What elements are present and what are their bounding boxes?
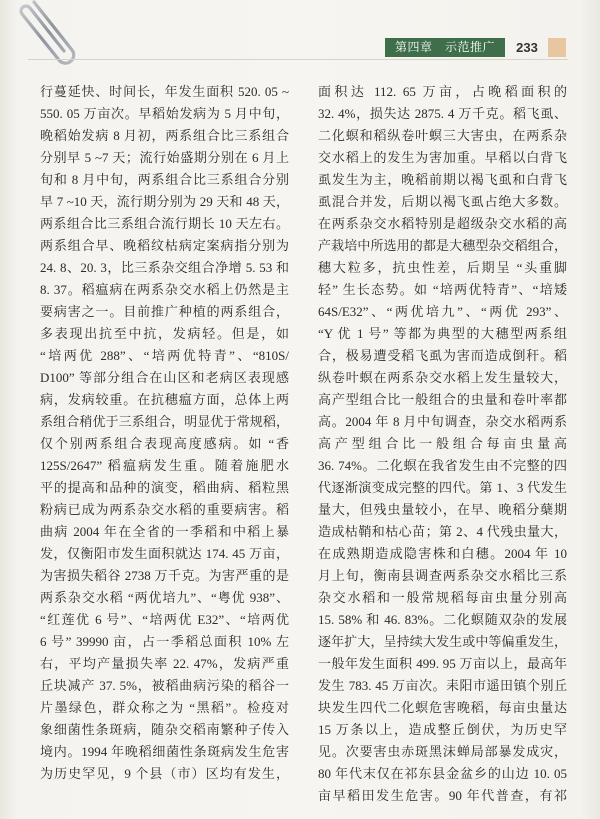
text-line: 系组合稍优于三系组合，明显优于常规稻， [40,414,289,429]
text-line: 右，平均产量损失率 22. 47%，发病严重 [40,656,289,671]
text-line: 二化螟和稻纵卷叶螟三大害虫，在两系杂 [318,128,567,143]
text-line: 旬和 8 月中旬，两系组合比三系组合分别 [40,172,289,187]
text-line: 穗大粒多，抗虫性差，后期呈 “头重脚 [318,260,567,275]
text-line: 在成熟期造成隐害株和白穗。2004 年 10 [318,546,567,561]
text-line: 550. 05 万亩次。早稻始发病为 5 月中旬， [40,106,289,121]
text-line: 块发生四代二化螟危害晚稻，每亩虫量达 [318,700,567,715]
text-line: 境内。1994 年晚稻细菌性条斑病发生危害 [40,744,289,759]
text-line: “培两优 288”、“培两优特青”、“810S/ [40,348,289,363]
text-line: 轻” 生长态势。如 “培两优特青”、“培矮 [318,282,567,297]
text-line: 6 号” 39990 亩，占一季稻总面积 10% 左 [40,634,289,649]
text-line: 一般年发生面积 499. 95 万亩以上，最高年 [318,656,567,671]
text-line: 15 万条以上，造成整丘倒伏，为历史罕 [318,722,567,737]
text-line: 造成枯鞘和枯心苗；第 2、4 代残虫量大， [318,524,567,539]
text-line: 为害损失稻谷 2738 万千克。为害严重的是 [40,568,289,583]
page-number: 233 [516,40,538,55]
chapter-title: 第四章 示范推广 [385,38,505,57]
text-line: 象细菌性条斑病，随杂交稻南繁种子传入 [40,722,289,737]
text-line: 量大，但残虫量较小，在早、晚稻分蘖期 [318,502,567,517]
text-line: 虱发生为主，晚稻前期以褐飞虱和白背飞 [318,172,567,187]
text-line: 病，发病较重。在抗穗瘟方面，总体上两 [40,392,289,407]
text-line: 早 7 ~10 天，流行期分别为 29 天和 48 天， [40,194,289,209]
text-line: 曲病 2004 年在全省的一季稻和中稻上暴 [40,524,289,539]
text-line: 虱混合并发，后期以褐飞虱占绝大多数。 [318,194,567,209]
text-line: 发，仅衡阳市发生面积就达 174. 45 万亩， [40,546,289,561]
text-line: 15. 58% 和 46. 83%。二化螟随双杂的发展 [318,612,567,627]
text-line: 发生 783. 45 万亩次。耒阳市遥田镇个别丘 [318,678,567,693]
text-line: 交水稻上的发生为害加重。早稻以白背飞 [318,150,567,165]
text-line: 125S/2647” 稻瘟病发生重。随着施肥水 [40,458,289,473]
text-line: 高产型组合比一般组合每亩虫量高 [318,436,567,451]
text-line: D100” 等部分组合在山区和老病区表现感 [40,370,289,385]
text-line: 高。2004 年 8 月中旬调查，杂交水稻两系 [318,414,567,429]
text-line: 在两系杂交水稻特别是超级杂交水稻的高 [318,216,567,231]
header-accent-block [548,38,566,57]
text-line: 合，极易遭受稻飞虱为害而造成倒秆。稻 [318,348,567,363]
text-line: 代逐渐演变成完整的四代。第 1、3 代发生 [318,480,567,495]
text-line: 行蔓延快、时间长，年发生面积 520. 05 ~ [40,84,289,99]
text-line: 面积达 112. 65 万亩，占晚稻面积的 [318,84,567,99]
left-text-column [40,81,289,785]
text-line: 杂交水稻和一般常规稻每亩虫量分别高 [318,590,567,605]
text-line: 仅个别两系组合表现高度感病。如 “香 [40,436,289,451]
text-line: 丘块减产 37. 5%，被稻曲病污染的稻谷一 [40,678,289,693]
text-line: 80 年代末仅在祁东县金盆乡的山边 10. 05 [318,766,567,781]
right-text-column [318,81,567,807]
text-line: 产栽培中所选用的都是大穗型杂交稻组合， [318,238,567,253]
text-line: 36. 74%。二化螟在我省发生由不完整的四 [318,458,567,473]
text-line: 月上旬，衡南县调查两系杂交水稻比三系 [318,568,567,583]
text-line: 要病害之一。目前推广种植的两系组合， [40,304,289,319]
header-rule [28,59,568,60]
text-line: 平的提高和品种的演变，稻曲病、稻粒黑 [40,480,289,495]
text-line: 32. 4%，损失达 2875. 4 万千克。稻飞虱、 [318,106,567,121]
text-line: 片墨绿色，群众称之为 “黑稻”。检疫对 [40,700,289,715]
text-line: 见。次要害虫赤斑黑沫蝉局部暴发成灾， [318,744,567,759]
text-line: 64S/E32”、“两优培九”、“两优 293”、 [318,304,567,319]
text-line: 两系组合早、晚稻纹枯病定案病指分别为 [40,238,289,253]
text-line: 两系杂交水稻 “两优培九”、“粤优 938”、 [40,590,289,605]
text-line: 纵卷叶螟在两系杂交水稻上发生量较大， [318,370,567,385]
text-line: “Y 优 1 号” 等都为典型的大穗型两系组 [318,326,567,341]
text-line: 逐年扩大，呈持续大发生或中等偏重发生， [318,634,567,649]
paperclip-icon [8,0,88,72]
text-line: 分别早 5 ~7 天；流行始盛期分别在 6 月上 [40,150,289,165]
text-line: 高产型组合比一般组合的虫量和卷叶率都 [318,392,567,407]
text-line: 亩早稻田发生危害。90 年代普查，有祁 [318,788,567,803]
text-line: 粉病已成为两系杂交水稻的重要病害。稻 [40,502,289,517]
text-line: “红莲优 6 号”、“培两优 E32”、“培两优 [40,612,289,627]
text-line: 8. 37。稻瘟病在两系杂交水稻上仍然是主 [40,282,289,297]
text-line: 两系组合比三系组合流行期长 10 天左右。 [40,216,289,231]
text-line: 晚稻始发病 8 月初，两系组合比三系组合 [40,128,289,143]
text-line: 为历史罕见，9 个县（市）区均有发生， [40,766,289,781]
text-line: 多表现出抗至中抗，发病轻。但是，如 [40,326,289,341]
text-line: 24. 8、20. 3，比三系杂交组合净增 5. 53 和 [40,260,289,275]
